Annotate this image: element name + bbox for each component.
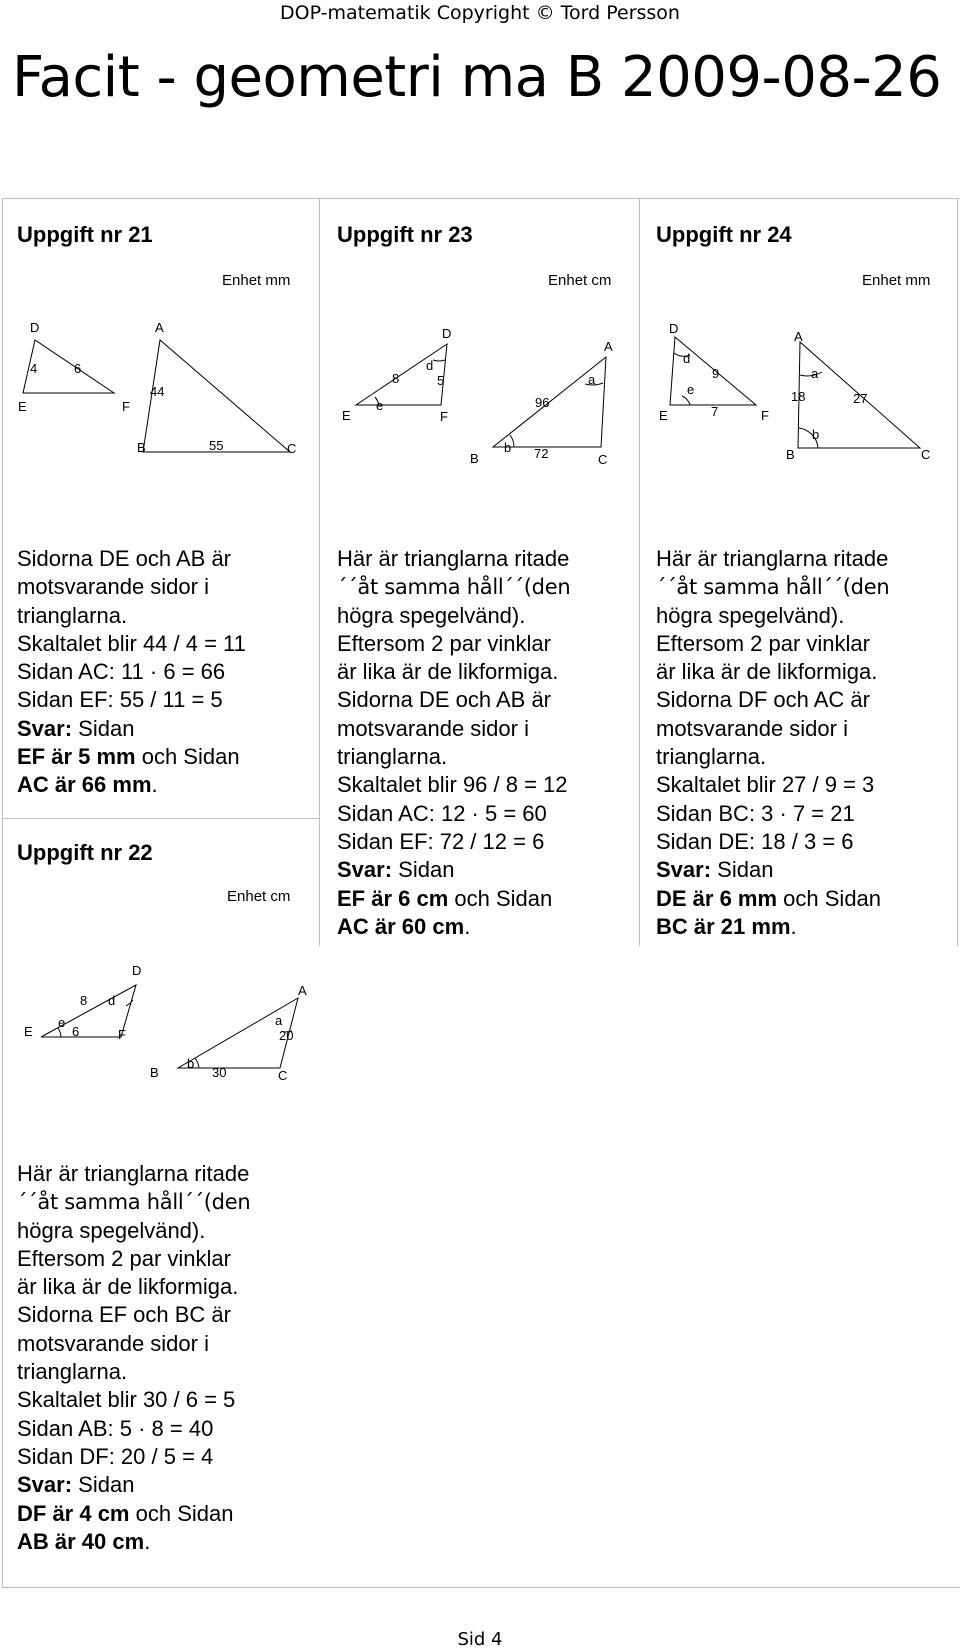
page-title: Facit - geometri ma B 2009-08-26: [12, 45, 942, 110]
angle-label: b: [187, 1056, 195, 1071]
answer-rest: .: [144, 1528, 151, 1554]
task24-heading: Uppgift nr 24: [656, 222, 792, 247]
side-label: 96: [535, 395, 550, 410]
solution-line: Skaltalet blir 96 / 8 = 12: [337, 772, 568, 798]
vertex-label: E: [18, 399, 27, 414]
vertex-label: D: [442, 326, 452, 341]
side-label: 72: [534, 446, 549, 461]
task22-heading: Uppgift nr 22: [17, 840, 153, 865]
vertex-label: F: [122, 399, 130, 414]
vertex-label: B: [470, 451, 479, 466]
angle-label: a: [588, 372, 596, 387]
answer-rest: och Sidan: [777, 885, 882, 911]
vertex-label: C: [921, 447, 931, 462]
vertex-label: C: [287, 441, 297, 456]
vertex-label: A: [604, 339, 613, 354]
page-number: Sid 4: [457, 1629, 503, 1650]
solution-line: trianglarna.: [656, 744, 767, 770]
vertex-label: F: [761, 408, 769, 423]
solution-line: Eftersom 2 par vinklar: [656, 630, 870, 656]
angle-label: e: [376, 398, 384, 413]
svar-label: Svar:: [17, 715, 73, 741]
solution-line: motsvarande sidor i: [17, 574, 209, 600]
svar-label: Svar:: [337, 857, 393, 883]
solution-line: Eftersom 2 par vinklar: [337, 630, 551, 656]
solution-line: Sidan AC: 12 · 5 = 60: [337, 800, 547, 826]
solution-line: Sidan EF: 72 / 12 = 6: [337, 828, 545, 854]
angle-label: b: [504, 440, 512, 455]
vertex-label: B: [786, 447, 795, 462]
side-label: 7: [711, 404, 719, 419]
answer-rest: och Sidan: [135, 744, 240, 770]
solution-line: trianglarna.: [17, 602, 128, 628]
solution-line: trianglarna.: [17, 1359, 128, 1385]
solution-line: Sidan BC: 3 · 7 = 21: [656, 800, 855, 826]
answer-bold: AC är 66 mm: [17, 772, 152, 798]
vertex-label: D: [132, 963, 142, 978]
angle-label: d: [426, 358, 434, 373]
solution-line: motsvarande sidor i: [17, 1330, 209, 1356]
vertex-label: C: [278, 1068, 288, 1083]
svar-rest: Sidan: [72, 1472, 135, 1498]
vertex-label: C: [598, 452, 608, 467]
svar-label: Svar:: [17, 1472, 73, 1498]
solution-line: motsvarande sidor i: [337, 715, 529, 741]
side-label: 6: [74, 361, 82, 376]
angle-label: d: [683, 351, 691, 366]
side-label: 8: [80, 993, 88, 1008]
solution-line: Sidorna DF och AC är: [656, 687, 870, 713]
answer-bold: AB är 40 cm: [17, 1528, 145, 1554]
solution-line: Här är trianglarna ritade: [337, 546, 570, 571]
task24-solution: [656, 545, 889, 941]
solution-line: Skaltalet blir 27 / 9 = 3: [656, 772, 875, 798]
svar-label: Svar:: [656, 857, 712, 883]
vertex-label: D: [30, 320, 40, 335]
side-label: 18: [791, 389, 806, 404]
answer-rest: .: [790, 913, 797, 939]
answer-rest: och Sidan: [448, 885, 553, 911]
solution-line: Skaltalet blir 44 / 4 = 11: [17, 630, 246, 656]
svar-rest: Sidan: [72, 715, 135, 741]
solution-line: Sidorna DE och AB är: [17, 546, 232, 571]
side-label: 9: [712, 366, 720, 381]
vertex-label: E: [24, 1024, 33, 1039]
solution-line: ´´åt samma håll´´(den: [17, 1190, 251, 1215]
vertex-label: F: [440, 409, 448, 424]
vertex-label: B: [137, 440, 146, 455]
solution-line: Skaltalet blir 30 / 6 = 5: [17, 1387, 236, 1413]
svar-rest: Sidan: [711, 857, 774, 883]
angle-label: a: [811, 366, 819, 381]
side-label: 30: [212, 1065, 227, 1080]
solution-line: högra spegelvänd).: [656, 602, 845, 628]
solution-line: Sidorna EF och BC är: [17, 1302, 231, 1328]
solution-line: Sidan DF: 20 / 5 = 4: [17, 1443, 214, 1469]
solution-line: Sidan EF: 55 / 11 = 5: [17, 687, 223, 713]
side-label: 8: [392, 371, 400, 386]
solution-line: Här är trianglarna ritade: [656, 546, 889, 571]
solution-line: Sidan DE: 18 / 3 = 6: [656, 828, 854, 854]
angle-label: b: [812, 427, 820, 442]
angle-label: d: [108, 993, 116, 1008]
solution-line: ´´åt samma håll´´(den: [337, 575, 571, 600]
vertex-label: E: [342, 408, 351, 423]
solution-line: Sidorna DE och AB är: [337, 687, 552, 713]
vertex-label: E: [659, 408, 668, 423]
side-label: 55: [209, 438, 224, 453]
task23-heading: Uppgift nr 23: [337, 222, 473, 247]
side-label: 20: [279, 1028, 294, 1043]
answer-bold: DF är 4 cm: [17, 1500, 130, 1526]
answer-bold: EF är 6 cm: [337, 885, 449, 911]
side-label: 5: [437, 373, 445, 388]
vertex-label: D: [669, 321, 679, 336]
solution-line: är lika är de likformiga.: [656, 659, 878, 685]
answer-rest: .: [151, 772, 158, 798]
task23-unit: Enhet cm: [548, 272, 612, 289]
answer-bold: BC är 21 mm: [656, 913, 791, 939]
solution-line: Eftersom 2 par vinklar: [17, 1245, 231, 1271]
vertex-label: A: [155, 320, 164, 335]
solution-line: är lika är de likformiga.: [17, 1274, 239, 1300]
answer-bold: AC är 60 cm: [337, 913, 465, 939]
side-label: 4: [30, 361, 38, 376]
solution-line: är lika är de likformiga.: [337, 659, 559, 685]
page-header: DOP-matematik Copyright © Tord Persson: [280, 2, 680, 24]
solution-line: motsvarande sidor i: [656, 715, 848, 741]
vertex-label: F: [118, 1027, 126, 1042]
answer-rest: och Sidan: [129, 1500, 234, 1526]
solution-line: högra spegelvänd).: [17, 1217, 206, 1243]
task24-unit: Enhet mm: [862, 272, 931, 289]
task21-heading: Uppgift nr 21: [17, 222, 153, 247]
solution-line: Här är trianglarna ritade: [17, 1161, 250, 1186]
side-label: 6: [72, 1024, 80, 1039]
answer-rest: .: [464, 913, 471, 939]
solution-line: högra spegelvänd).: [337, 602, 526, 628]
angle-label: e: [58, 1015, 66, 1030]
side-label: 27: [853, 391, 868, 406]
angle-label: a: [275, 1013, 283, 1028]
answer-bold: DE är 6 mm: [656, 885, 778, 911]
angle-label: e: [687, 382, 695, 397]
task21-unit: Enhet mm: [222, 272, 291, 289]
vertex-label: B: [150, 1065, 159, 1080]
solution-line: Sidan AC: 11 · 6 = 66: [17, 659, 226, 685]
svar-rest: Sidan: [392, 857, 455, 883]
answer-bold: EF är 5 mm: [17, 744, 136, 770]
side-label: 44: [150, 384, 165, 399]
solution-line: ´´åt samma håll´´(den: [656, 575, 890, 600]
vertex-label: A: [794, 329, 803, 344]
task22-unit: Enhet cm: [227, 888, 291, 905]
solution-line: trianglarna.: [337, 744, 448, 770]
vertex-label: A: [298, 983, 307, 998]
solution-line: Sidan AB: 5 · 8 = 40: [17, 1415, 214, 1441]
